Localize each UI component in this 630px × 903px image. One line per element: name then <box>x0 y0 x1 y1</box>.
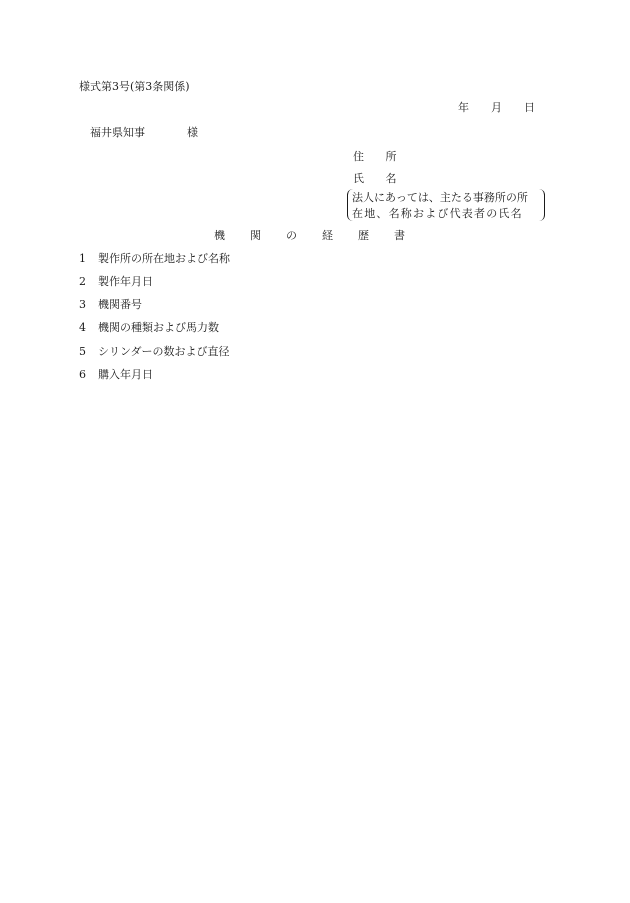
date-year-label: 年 <box>458 101 469 114</box>
corporate-note-line-2: 在地、名称および代表者の氏名 <box>352 207 523 220</box>
item-label: 機関番号 <box>98 298 142 311</box>
date-month-label: 月 <box>491 101 502 114</box>
item-label: 機関の種類および馬力数 <box>98 321 219 334</box>
item-number: 2 <box>79 275 86 288</box>
item-number: 6 <box>79 368 86 381</box>
item-number: 3 <box>79 298 86 311</box>
item-number: 5 <box>79 345 86 358</box>
list-item <box>79 346 230 357</box>
list-item <box>79 322 219 333</box>
title-char: 機 <box>214 229 225 242</box>
list-item <box>79 253 230 264</box>
address-label: 住 所 <box>353 150 406 163</box>
name-label: 氏 名 <box>353 172 406 185</box>
item-label: シリンダーの数および直径 <box>98 345 230 358</box>
list-item <box>79 276 153 287</box>
item-number: 1 <box>79 252 86 265</box>
item-label: 購入年月日 <box>98 368 153 381</box>
addressee <box>90 127 198 138</box>
corporate-note-line-1: 法人にあっては、主たる事務所の所 <box>352 191 528 204</box>
title-char: の <box>286 229 297 242</box>
date-line <box>458 102 535 113</box>
title-char: 経 <box>322 229 333 242</box>
title-char: 関 <box>250 229 261 242</box>
title-char: 書 <box>394 229 405 242</box>
item-label: 製作年月日 <box>98 275 153 288</box>
list-item <box>79 369 153 380</box>
addressee-name: 福井県知事 <box>90 126 145 139</box>
item-number: 4 <box>79 321 86 334</box>
title-char: 歴 <box>358 229 369 242</box>
form-number: 様式第3号(第3条関係) <box>79 80 190 93</box>
document-title <box>214 230 430 241</box>
date-day-label: 日 <box>524 101 535 114</box>
item-label: 製作所の所在地および名称 <box>98 252 230 265</box>
addressee-honorific: 様 <box>187 126 198 139</box>
list-item <box>79 299 142 310</box>
